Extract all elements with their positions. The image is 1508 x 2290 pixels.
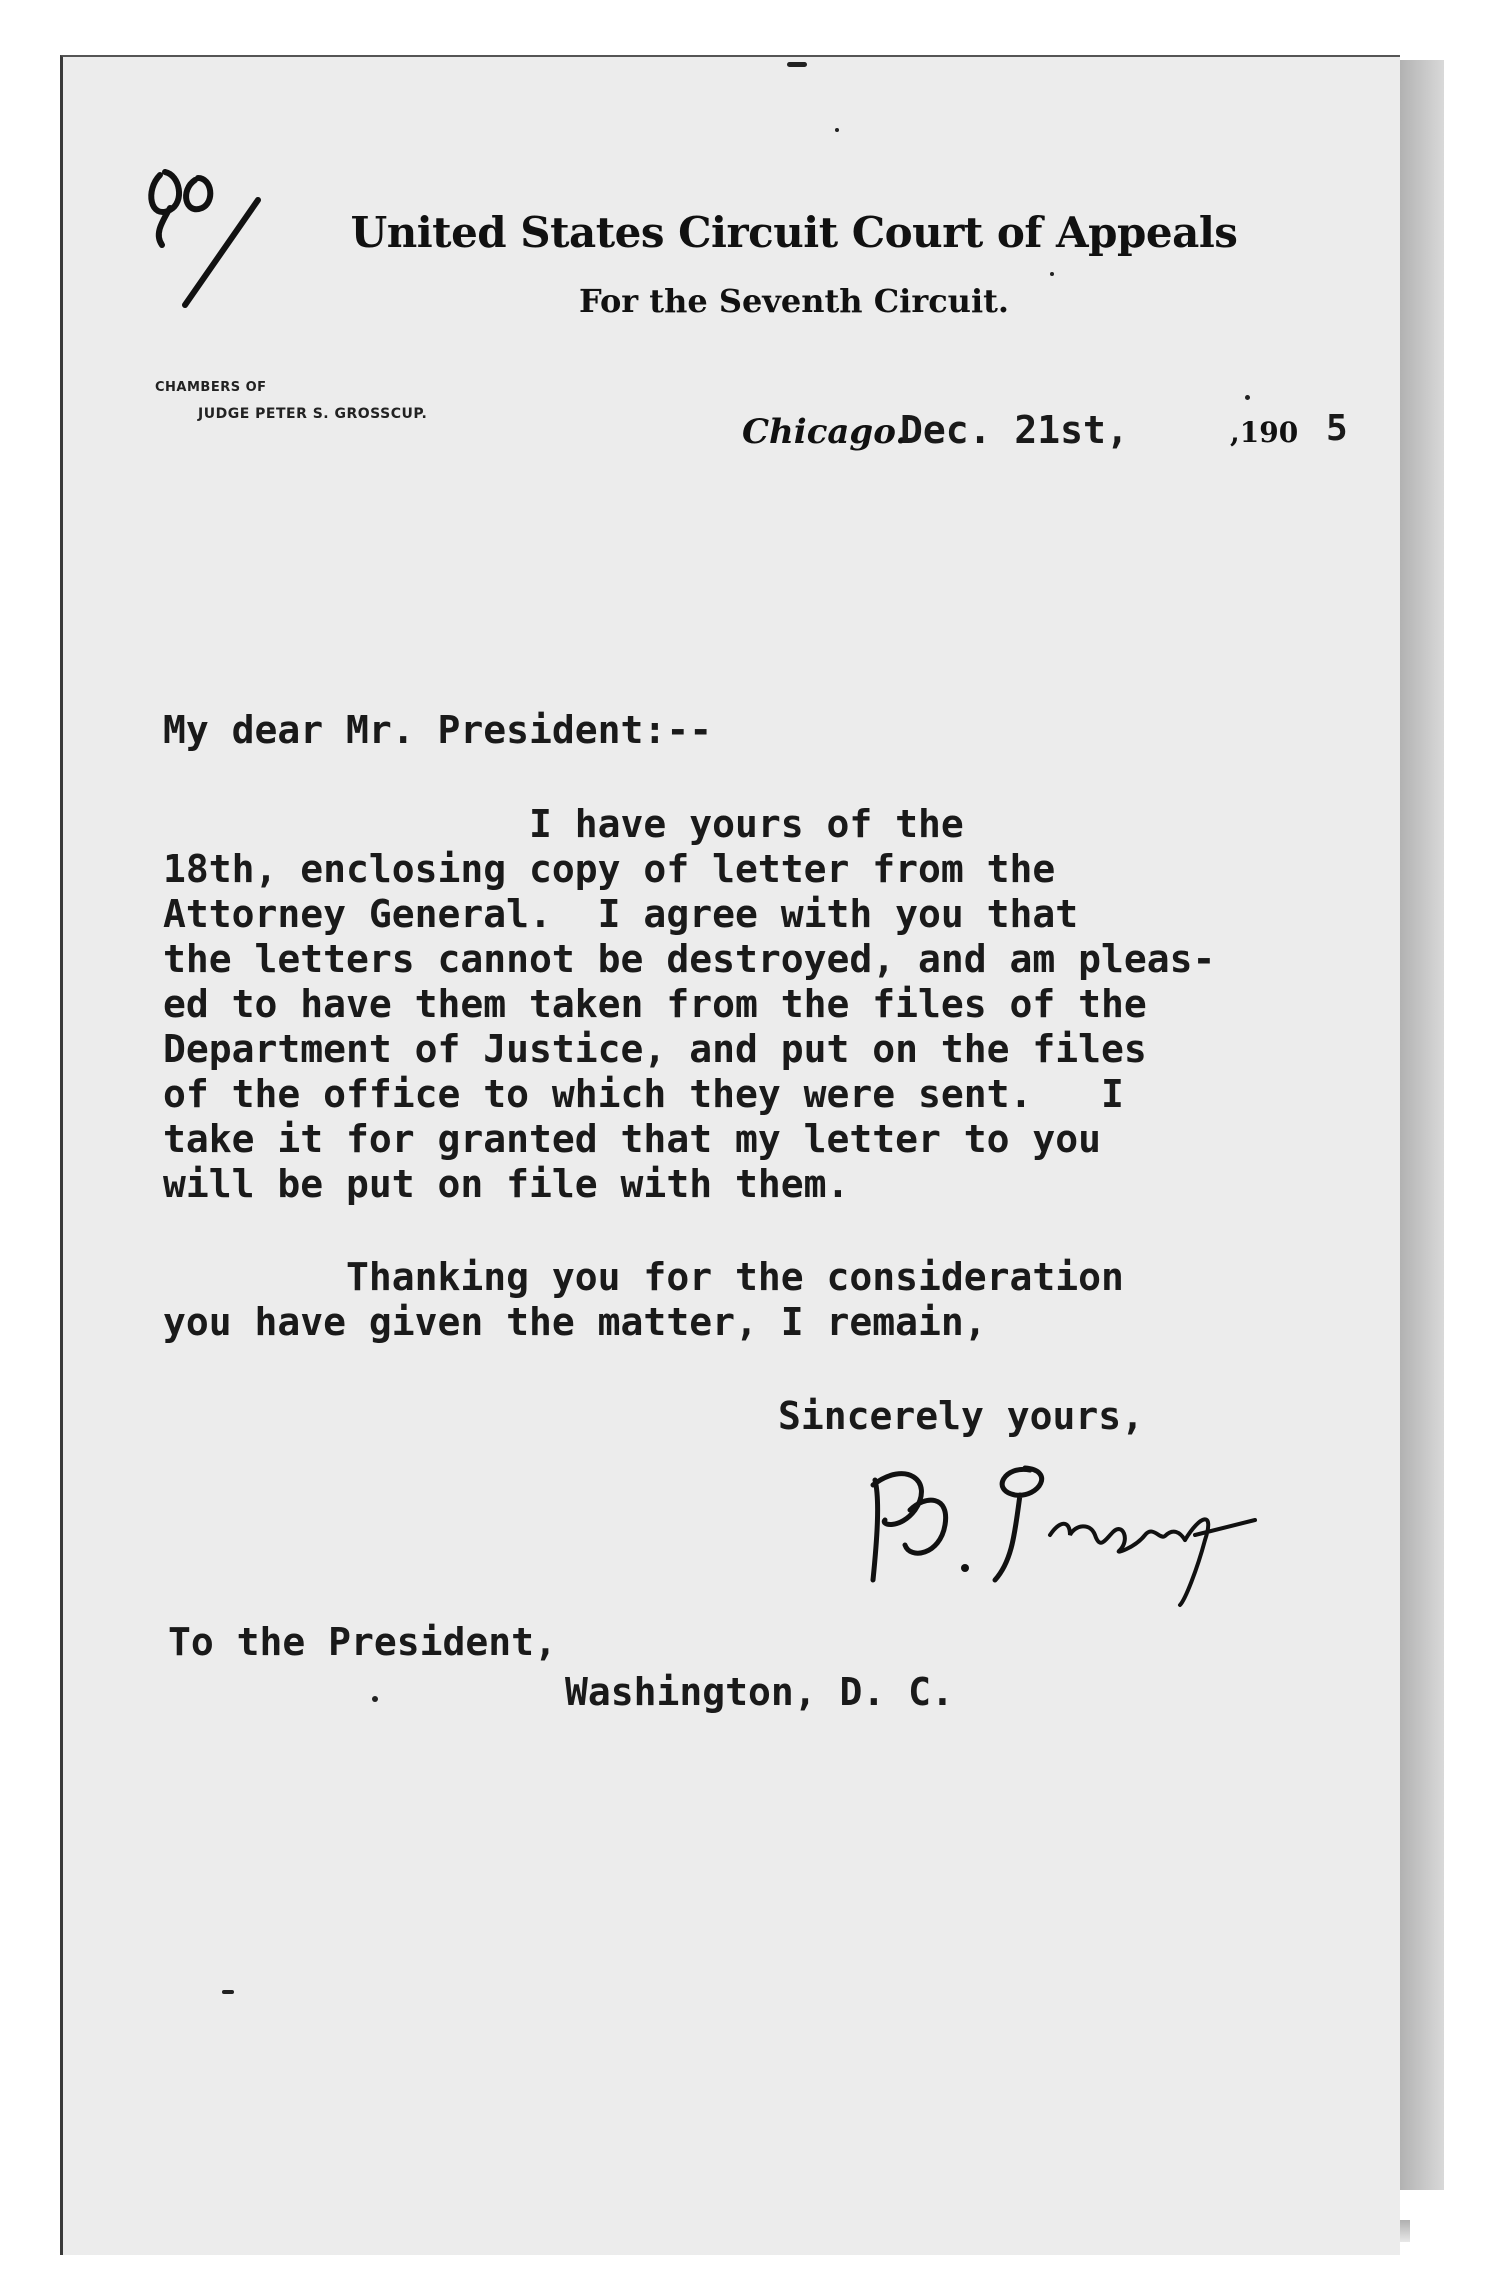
judge-name: JUDGE PETER S. GROSSCUP. xyxy=(198,406,428,422)
dateline-city: Chicago. xyxy=(742,412,908,452)
recipient-line-2: Washington, D. C. xyxy=(565,1670,954,1714)
paper-speck xyxy=(1245,395,1250,400)
paper-speck xyxy=(835,128,839,132)
letterhead-title: United States Circuit Court of Appeals xyxy=(350,208,1238,257)
paper-speck xyxy=(372,1696,378,1702)
paper-speck xyxy=(787,62,807,67)
dateline-year-printed: ,190 xyxy=(1230,416,1299,449)
recipient-line-1: To the President, xyxy=(168,1620,557,1664)
closing: Sincerely yours, xyxy=(778,1394,1145,1438)
body-paragraph-1: I have yours of the 18th, enclosing copy of letter from the Attorney General. I agree with you that the letters cannot be destroyed, and am pleas- ed to have them taken from the files of the Department of Justice, and put on the files of the office to which they were sent. I take it for granted that my letter to you will be put on file with them. xyxy=(163,802,1216,1206)
dateline-year-typed: 5 xyxy=(1326,408,1348,449)
paper-speck xyxy=(1050,272,1054,276)
signature xyxy=(855,1440,1275,1610)
salutation: My dear Mr. President:-- xyxy=(163,708,713,752)
body-paragraph-2: Thanking you for the consideration you have given the matter, I remain, xyxy=(163,1255,1124,1344)
chambers-label: CHAMBERS OF xyxy=(155,380,267,395)
paper-speck xyxy=(222,1990,234,1994)
dateline-date: Dec. 21st, xyxy=(900,408,1129,452)
letterhead-subtitle: For the Seventh Circuit. xyxy=(578,282,1010,320)
